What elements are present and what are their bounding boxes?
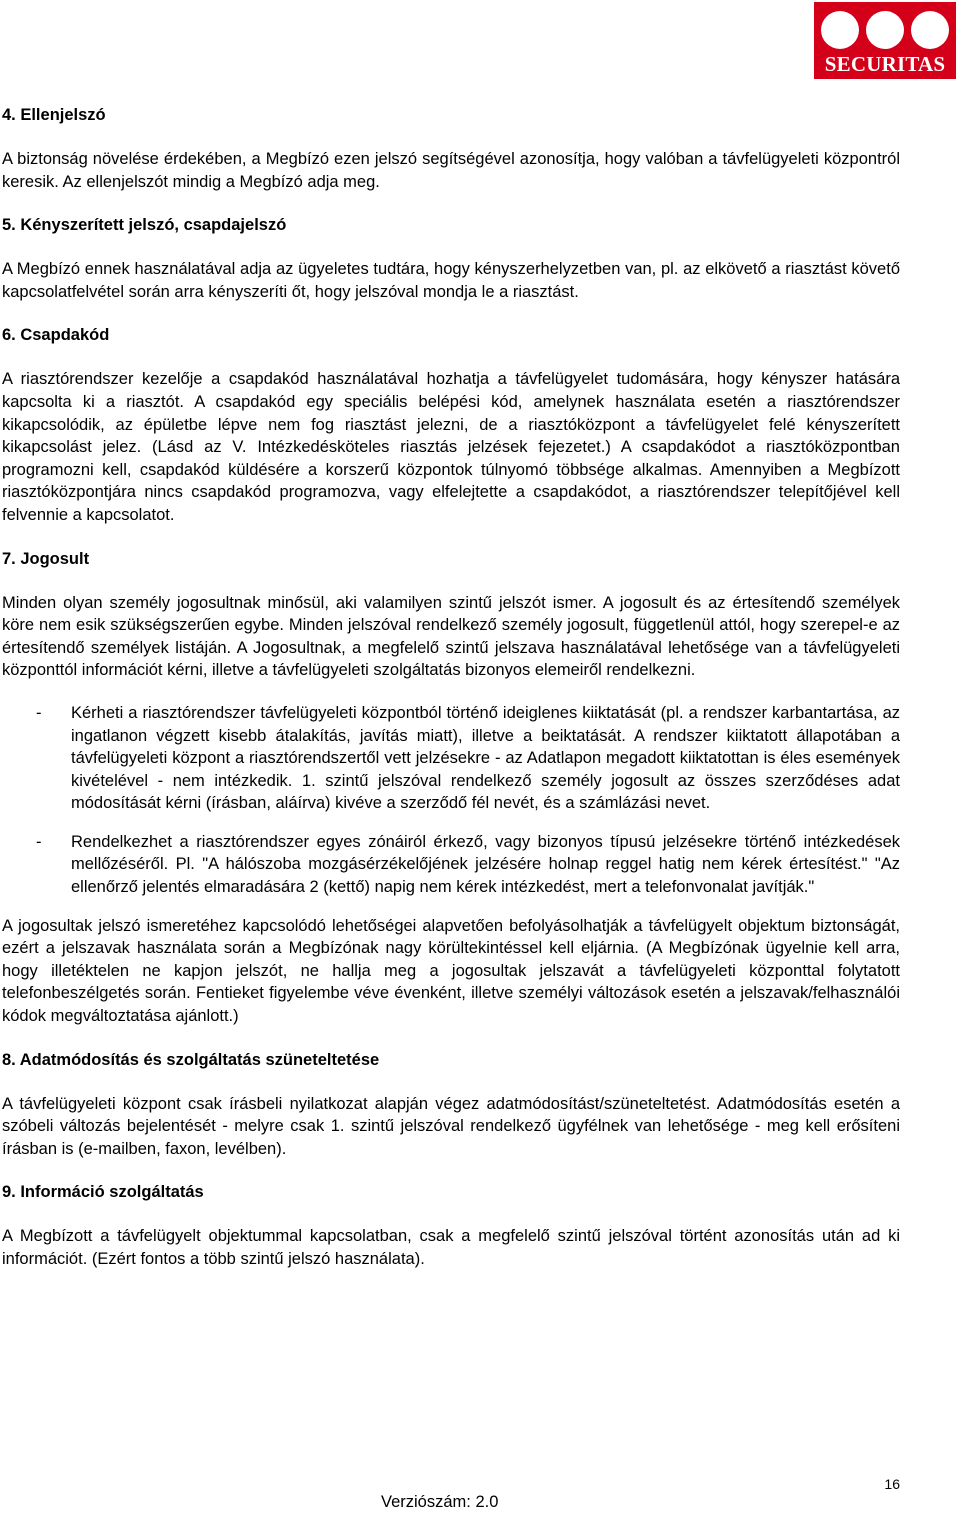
- section-heading: 6. Csapdakód: [2, 326, 110, 345]
- logo-dots: [814, 11, 956, 49]
- dash-list: [2, 702, 900, 899]
- list-item: [2, 831, 900, 899]
- paragraph: A Megbízott a távfelügyelt objektummal kapcsolatban, csak a megfelelő szintű jelszóval történt azonosítás után ad ki információt. (Ezért fontos a több szintű jelszó használata).: [2, 1227, 900, 1268]
- paragraph: A Megbízó ennek használatával adja az ügyeletes tudtára, hogy kényszerhelyzetben van, pl. az elkövető a riasztást követő kapcsolatfelvétel során arra kényszeríti őt, hogy jelszóval mondja le a riasztást.: [2, 260, 900, 301]
- logo-dot: [866, 11, 904, 49]
- list-marker: -: [36, 703, 42, 722]
- section-csapdakod: [2, 323, 900, 526]
- logo-text: SECURITAS: [824, 52, 946, 76]
- section-ellenjelszo: [2, 103, 900, 193]
- securitas-logo: [814, 2, 956, 79]
- section-heading: 8. Adatmódosítás és szolgáltatás szüneteltetése: [2, 1050, 380, 1069]
- logo-dot: [911, 11, 949, 49]
- section-heading: 7. Jogosult: [2, 549, 90, 568]
- section-heading: 5. Kényszerített jelszó, csapdajelszó: [2, 216, 287, 235]
- document-body: [2, 103, 900, 1291]
- logo-dot: [821, 11, 859, 49]
- section-heading: 4. Ellenjelszó: [2, 106, 106, 124]
- section-adatmodositas: [2, 1048, 900, 1161]
- page-number: 16: [884, 1476, 900, 1492]
- paragraph: Minden olyan személy jogosultnak minősül, aki valamilyen szintű jelszót ismer. A jogosult és az értesítendő személyek köre nem esik szükségszerűen egybe. Minden jelszóval rendelkező személy jogosult, függetlenül attól, hogy szerepel-e az értesítendő személyek listáján. A Jogosultnak, a megfelelő szintű jelszava használatával lehetősége van a távfelügyeleti központtól információt kérni, illetve a távfelügyeleti szolgáltatás bizonyos elemeiről rendelkezni.: [2, 593, 900, 680]
- list-item-text: Rendelkezhet a riasztórendszer egyes zónáiról érkező, vagy bizonyos típusú jelzésekre történő intézkedések mellőzéséről. Pl. "A hálószoba mozgásérzékelőjének jelzésére holnap reggel hatig nem kérek értesítést." "Az ellenőrző jelentés elmaradására 2 (kettő) napig nem kérek intézkedést, mert a telefonvonalat javítják.": [71, 832, 900, 897]
- section-informacio-szolgaltatas: [2, 1180, 900, 1270]
- list-marker: -: [36, 832, 42, 851]
- section-heading: 9. Információ szolgáltatás: [2, 1183, 204, 1202]
- paragraph: A biztonság növelése érdekében, a Megbízó ezen jelszó segítségével azonosítja, hogy valóban a távfelügyeleti központról keresik. Az ellenjelszót mindig a Megbízó adja meg.: [2, 150, 900, 191]
- paragraph: A riasztórendszer kezelője a csapdakód használatával hozhatja a távfelügyelet tudomására, hogy kényszer hatására kapcsolta ki a riasztót. A csapdakód egy speciális belépési kód, amelynek használata esetén a riasztórendszer kikapcsolódik, az épületbe lépve nem fog riasztást jelezni, de a riasztóközpont a távfelügyelet felé kényszerített kikapcsolást jelez. (Lásd az V. Intézkedésköteles riasztás jelzések fejezetet.) A csapdakódot a riasztóközpontban programozni kell, csapdakód küldésére a korszerű központok túlnyomó többsége alkalmas. Amennyiben a Megbízott riasztóközpontjára nincs csapdakód programozva, vagy elfelejtette a csapdakódot, a riasztórendszer telepítőjével kell felvennie a kapcsolatot.: [2, 370, 900, 524]
- paragraph: A jogosultak jelszó ismeretéhez kapcsolódó lehetőségei alapvetően befolyásolhatják a távfelügyelt objektum biztonságát, ezért a jelszavak használata során a Megbízónak nagy körültekintéssel kell eljárnia. (A Megbízónak ügyelnie kell arra, hogy illetéktelen ne kapjon jelszót, ne hallja meg a jogosultak jelszavát a távfelügyeleti központtal folytatott telefonbeszélgetés során. Fentieket figyelembe véve évenként, illetve személyi változások esetén a jelszavak/felhasználói kódok megváltoztatása ajánlott.): [2, 916, 900, 1026]
- list-item-text: Kérheti a riasztórendszer távfelügyeleti központból történő ideiglenes kiiktatását (pl. a rendszer karbantartása, az ingatlanon végzett kisebb átalakítás, javítás miatt), illetve a beiktatását. A rendszer kiiktatott állapotában a távfelügyeleti központ a riasztórendszertől vett jelzésekre - az Adatlapon megadott kiiktatottan is éles események kivételével - nem intézkedik. 1. szintű jelszóval rendelkező személy jogosult az összes szerződéses adat módosítását kérni (írásban, aláírva) kivéve a szerződő fél nevét, és a számlázási nevet.: [71, 703, 900, 813]
- version-label: Verziószám: 2.0: [381, 1493, 499, 1511]
- paragraph: A távfelügyeleti központ csak írásbeli nyilatkozat alapján végez adatmódosítást/szüneteltetést. Adatmódosítás esetén a szóbeli változás bejelentését - melyre csak 1. szintű jelszóval rendelkező ügyfélnek van lehetősége - meg kell erősíteni írásban is (e-mailben, faxon, levélben).: [2, 1094, 900, 1158]
- section-kenyszeritett-jelszo: [2, 213, 900, 303]
- list-item: [2, 702, 900, 815]
- section-jogosult: [2, 547, 900, 1028]
